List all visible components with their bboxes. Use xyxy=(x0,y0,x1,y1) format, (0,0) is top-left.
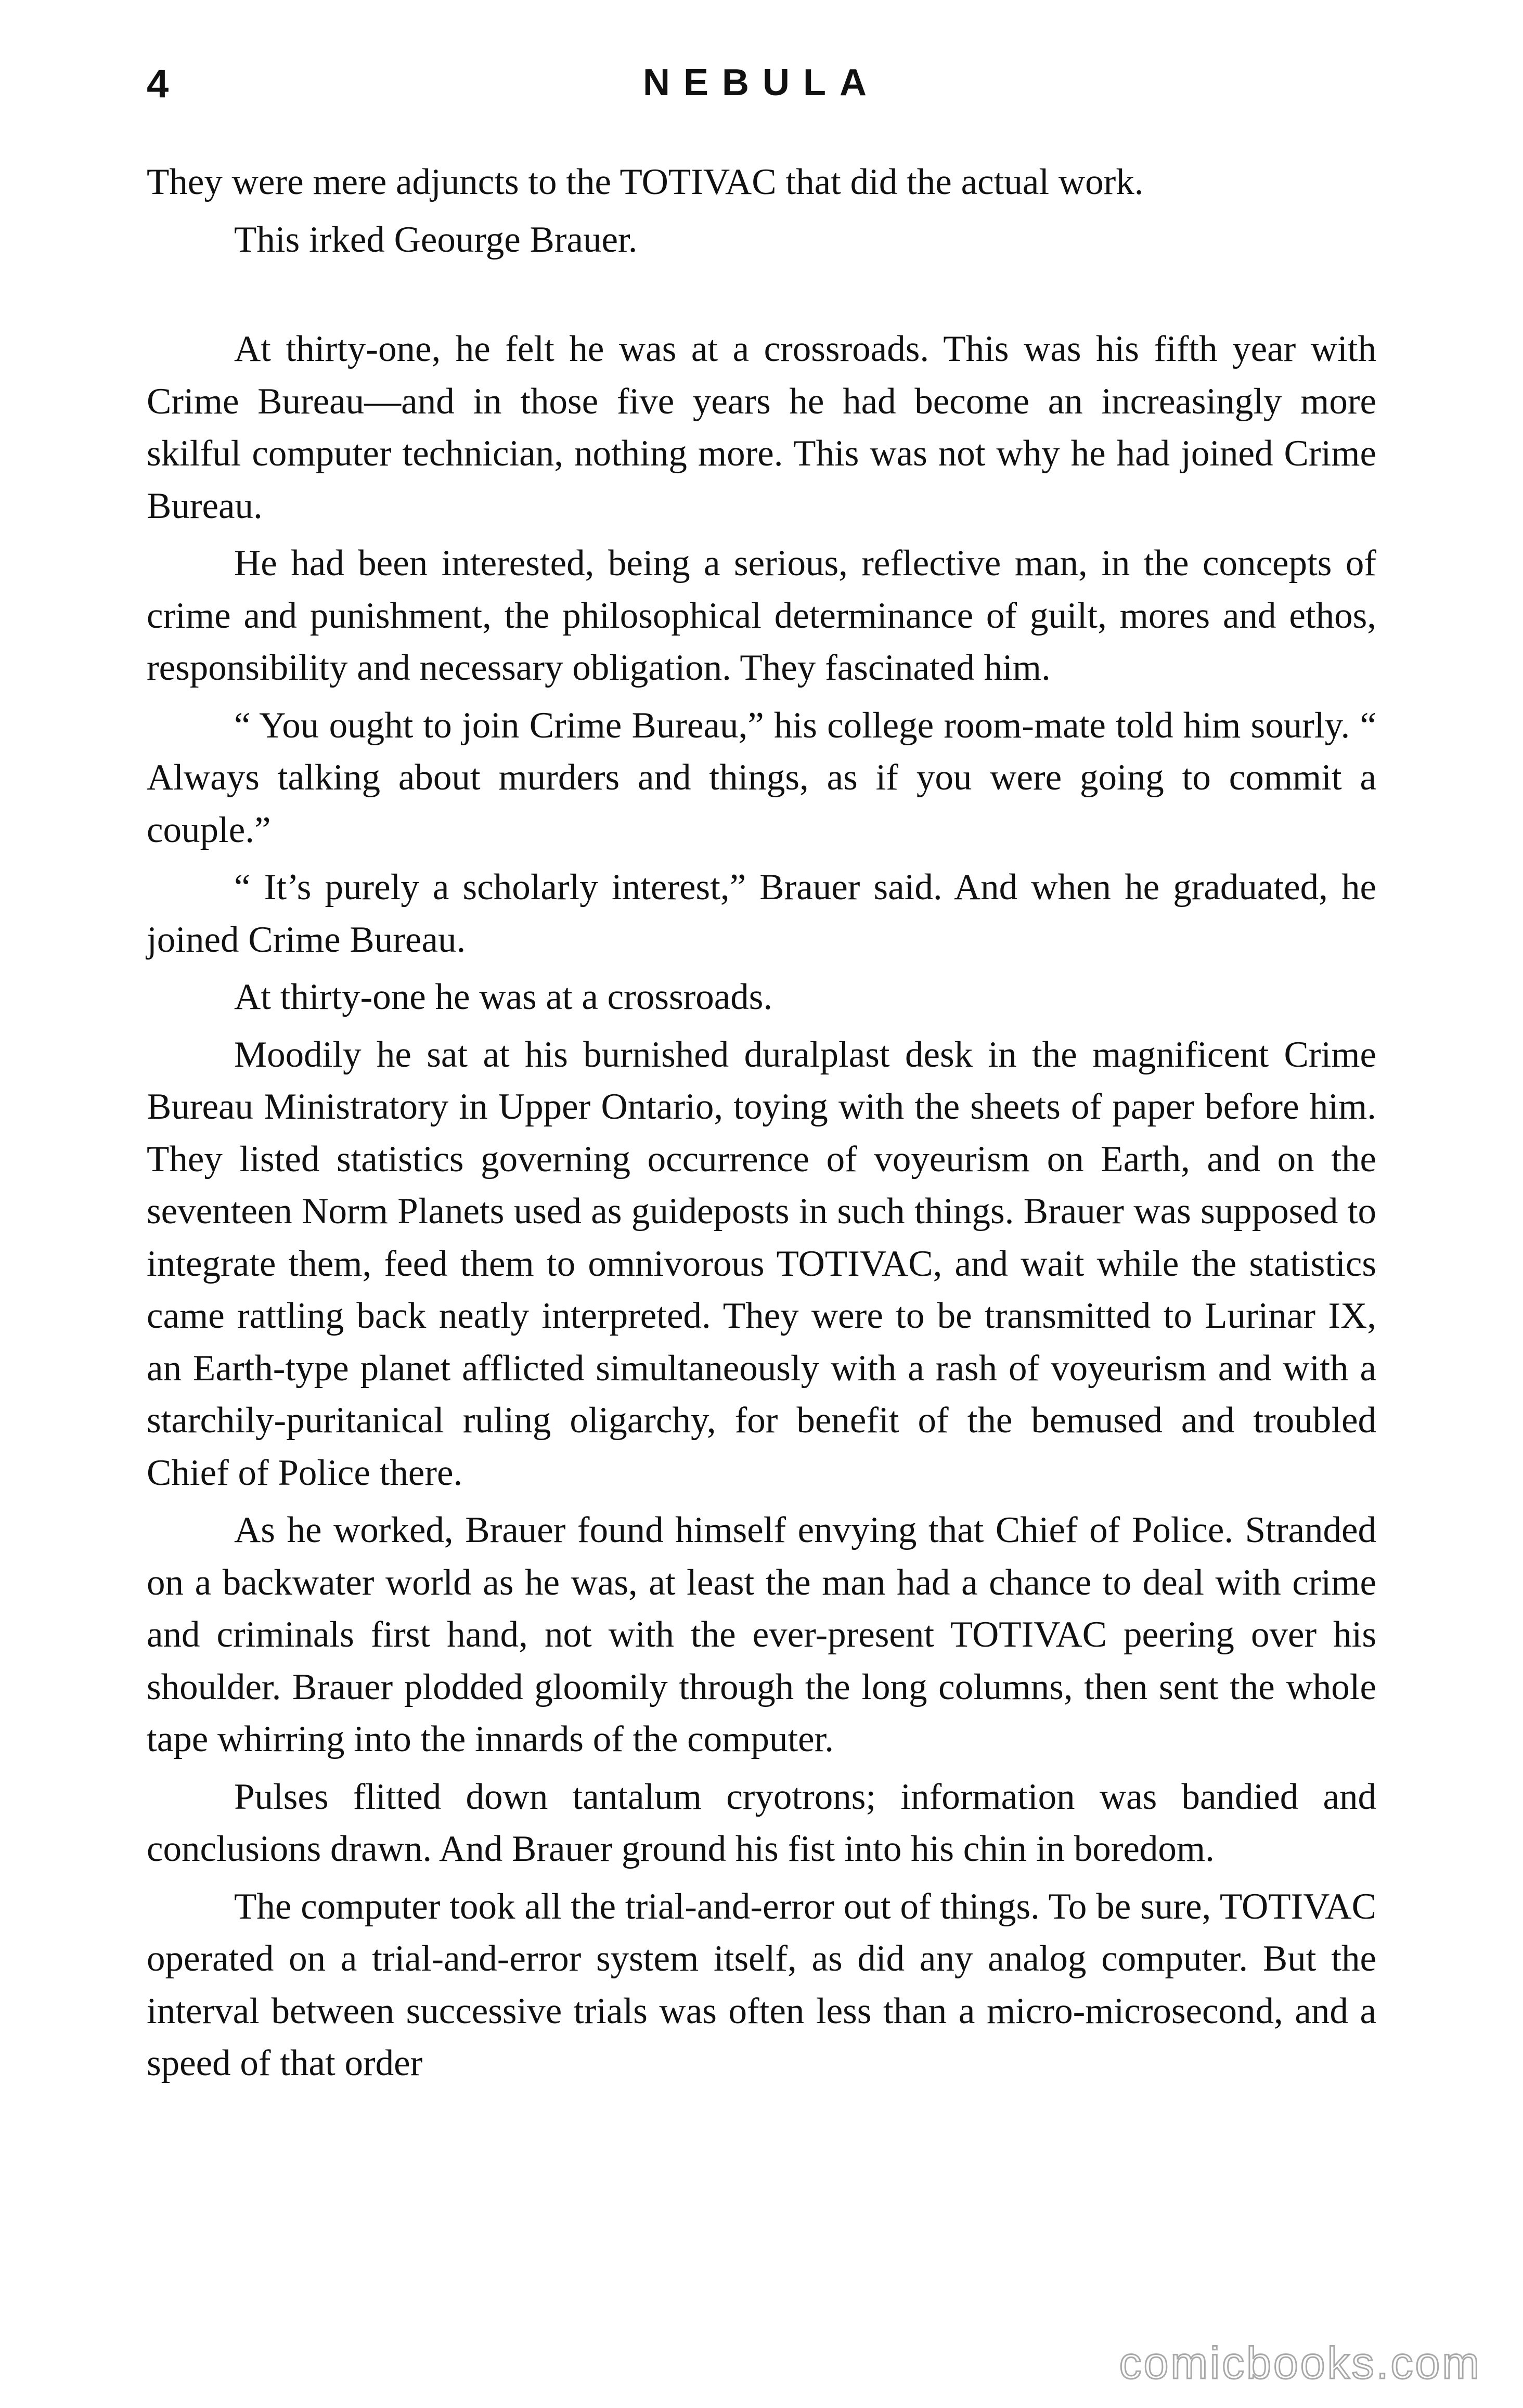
paragraph: Pulses flitted down tantalum cryotrons; information was bandied and conclusions drawn. And Brauer ground his fist into his chin in boredom. xyxy=(147,1776,1376,1869)
paragraph: This irked Geourge Brauer. xyxy=(234,219,638,260)
body-text xyxy=(147,156,1376,2095)
running-title: NEBULA xyxy=(643,62,880,103)
paragraph: Moodily he sat at his burnished duralplast desk in the magnificent Crime Bureau Ministratory in Upper Ontario, toying with the sheets of paper before him. They listed statistics governing occurrence of voyeurism on Earth, and on the seventeen Norm Planets used as guideposts in such things. Brauer was supposed to integrate them, feed them to omnivorous TOTIVAC, and wait while the statistics came rattling back neatly interpreted. They were to be transmitted to Lurinar IX, an Earth-type planet afflicted simultaneously with a rash of voyeurism and with a starchily-puritanical ruling oligarchy, for benefit of the bemused and troubled Chief of Police there. xyxy=(147,1034,1376,1493)
paragraph: He had been interested, being a serious, reflective man, in the concepts of crime and punishment, the philosophical determinance of guilt, mores and ethos, responsibility and necessary obligation. They fascinated him. xyxy=(147,543,1376,688)
paragraph: As he worked, Brauer found himself envying that Chief of Police. Stranded on a backwater world as he was, at least the man had a chance to deal with crime and criminals first hand, not with the ever-present TOTIVAC peering over his shoulder. Brauer plodded gloomily through the long columns, then sent the whole tape whirring into the innards of the computer. xyxy=(147,1510,1376,1759)
paragraph: “ You ought to join Crime Bureau,” his college room-mate told him sourly. “ Always talking about murders and things, as if you were going to commit a couple.” xyxy=(147,705,1376,850)
page-number: 4 xyxy=(147,62,169,106)
paragraph: “ It’s purely a scholarly interest,” Brauer said. And when he graduated, he joined Crime Bureau. xyxy=(147,867,1376,960)
watermark-logo: comicbooks.com xyxy=(1119,2338,1481,2388)
running-head xyxy=(147,61,1376,119)
paragraph: At thirty-one he was at a crossroads. xyxy=(234,977,773,1017)
paragraph: They were mere adjuncts to the TOTIVAC that did the actual work. xyxy=(147,162,1144,202)
paragraph: The computer took all the trial-and-error out of things. To be sure, TOTIVAC operated on a trial-and-error system itself, as did any analog computer. But the interval between successive trials was often less than a micro-microsecond, and a speed of that order xyxy=(147,1886,1376,2083)
paragraph: At thirty-one, he felt he was at a crossroads. This was his fifth year with Crime Bureau—and in those five years he had become an increasingly more skilful computer technician, nothing more. This was not why he had joined Crime Bureau. xyxy=(147,329,1376,526)
